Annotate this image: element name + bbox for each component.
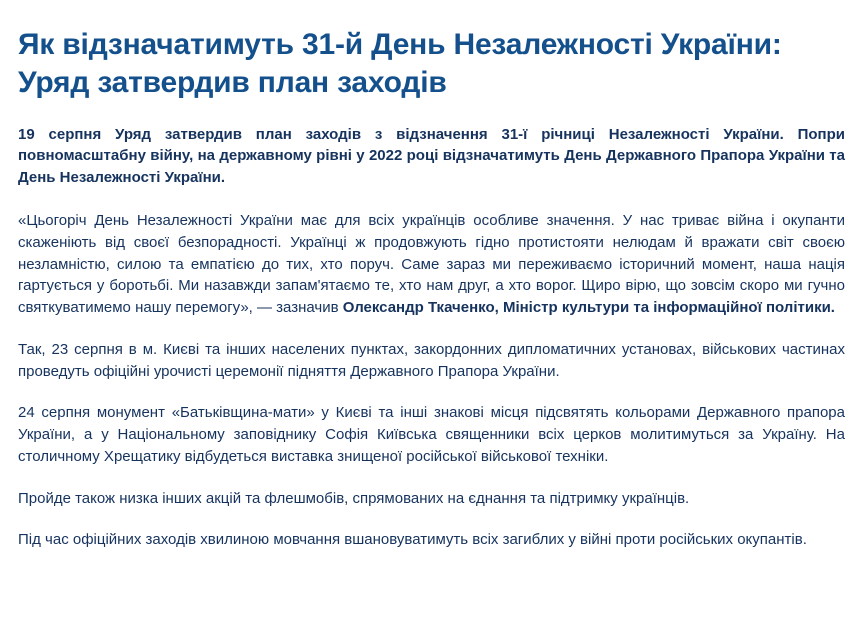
article-paragraph-monument: 24 серпня монумент «Батьківщина-мати» у Києві та інші знакові місця підсвятять кольорами Державного прапора України, а у Національному заповіднику Софія Київська священники всіх церков молитимуться за Україну. На столичному Хрещатику відбудеться виставка знищеної російської військової техніки.: [18, 404, 845, 465]
quote-attribution: Олександр Ткаченко, Міністр культури та інформаційної політики.: [342, 299, 835, 317]
article-paragraph-ceremonies: Так, 23 серпня в м. Києві та інших населених пунктах, закордонних дипломатичних установах, військових частинах проведуть офіційні урочисті церемонії підняття Державного Прапора України.: [18, 340, 845, 380]
article-lead: 19 серпня Уряд затвердив план заходів з відзначення 31-ї річниці Незалежності України. Попри повномасштабну війну, на державному рівні у 2022 році відзначатимуть День Державного Прапора України та День Незалежності України.: [18, 126, 845, 186]
article-paragraph-flashmobs: Пройде також низка інших акцій та флешмобів, спрямованих на єднання та підтримку українців.: [18, 489, 690, 507]
page-title: Як відзначатимуть 31-й День Незалежності України: Уряд затвердив план заходів: [18, 28, 782, 100]
article-paragraph-moment-of-silence: Під час офіційних заходів хвилиною мовчання вшановуватимуть всіх загиблих у війні проти російських окупантів.: [18, 531, 807, 549]
article-paragraph-quote: [18, 210, 845, 319]
quote-text: «Цьогоріч День Незалежності України має для всіх українців особливе значення. У нас триває війна і окупанти скаженіють від своєї безпорадності. Українці ж продовжують гідно протистояти нелюдам й вражати світ своєю незламністю, силою та емпатією до тих, хто поруч. Саме зараз ми переживаємо історичний момент, наша нація гартується у боротьбі. Ми назавжди запам'ятаємо те, хто нам друг, а хто ворог. Щиро вірю, що зовсім скоро ми гучно святкуватимемо нашу перемогу», — зазначив: [18, 212, 845, 317]
